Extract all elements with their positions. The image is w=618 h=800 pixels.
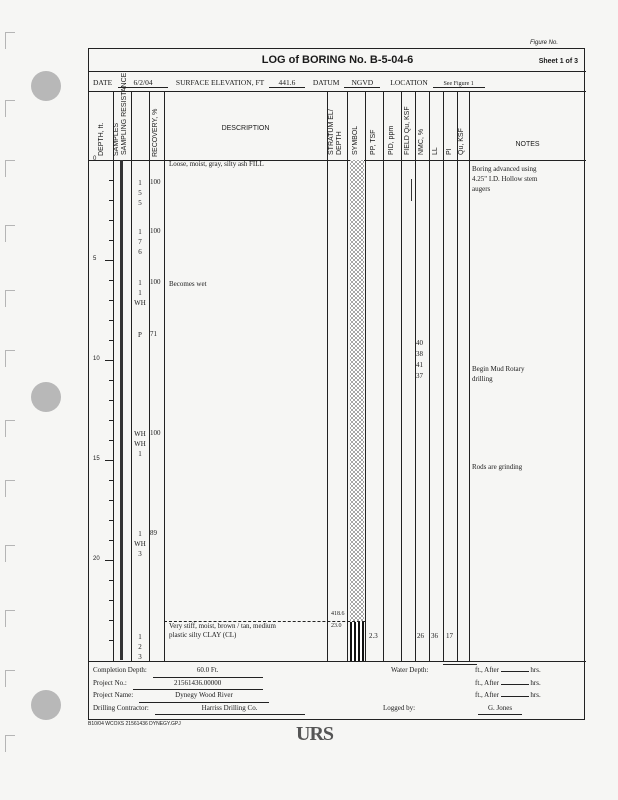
blow-count: WH <box>134 430 146 438</box>
sample-blows <box>131 227 149 257</box>
stratum-header: STRATUM EL/ DEPTH <box>328 109 343 155</box>
header-info-row <box>93 78 485 88</box>
blow-count: P <box>138 331 142 339</box>
sampling-resistance-header: SAMPLING RESISTANCE <box>121 72 128 155</box>
edge-mark <box>5 290 15 307</box>
blow-count: 6 <box>138 248 142 256</box>
fill-symbol-hatch <box>350 160 364 621</box>
depth-tick <box>109 180 113 181</box>
depth-tick <box>109 480 113 481</box>
depth-tick <box>105 560 113 561</box>
location-value: See Figure 1 <box>433 81 485 88</box>
depth-tick <box>109 600 113 601</box>
recovery-header: RECOVERY, % <box>152 108 159 157</box>
urs-logo: URS <box>296 723 334 745</box>
depth-tick <box>109 240 113 241</box>
description-clay-2: plastic silty CLAY (CL) <box>169 631 237 639</box>
sheet-number: Sheet 1 of 3 <box>538 58 578 65</box>
nmc-value: 37 <box>416 372 423 380</box>
pp-value: 2.3 <box>369 632 378 640</box>
description-wet: Becomes wet <box>169 280 207 288</box>
boring-log-sheet <box>88 48 585 720</box>
pid-header: PID, ppm <box>388 125 395 155</box>
hrs-label: hrs. <box>530 691 541 699</box>
blow-count: 1 <box>138 530 142 538</box>
depth-tick <box>109 500 113 501</box>
field-qu-header: FIELD Qu, KSF <box>404 106 411 155</box>
binder-hole <box>31 690 61 720</box>
edge-mark <box>5 545 15 562</box>
note-line: drilling <box>472 375 493 383</box>
edge-mark <box>5 100 15 117</box>
ll-header: LL <box>432 147 439 155</box>
note-line: 4.25" I.D. Hollow stem <box>472 175 538 183</box>
contractor-label: Drilling Contractor: <box>93 703 149 712</box>
pi-header: PI <box>446 148 453 155</box>
project-name-label: Project Name: <box>93 691 134 699</box>
depth-tick-label: 15 <box>93 456 100 462</box>
depth-tick <box>109 540 113 541</box>
binder-hole <box>31 382 61 412</box>
stratum-boundary <box>164 621 365 622</box>
depth-tick-label: 5 <box>93 256 97 262</box>
contractor: Harriss Drilling Co. <box>155 702 305 716</box>
project-no: 21561436.00000 <box>133 677 263 691</box>
date-value: 6/2/04 <box>118 78 168 88</box>
depth-tick <box>109 420 113 421</box>
description-clay-1: Very stiff, moist, brown / tan, medium <box>169 622 276 630</box>
figure-no: Figure No. <box>530 40 559 46</box>
pp-header: PP, TSF <box>370 129 377 155</box>
after-ft-label: ft., After <box>475 666 499 674</box>
recovery-value: 89 <box>150 529 157 537</box>
edge-mark <box>5 735 15 752</box>
recovery-value: 100 <box>150 227 161 235</box>
description-header: DESCRIPTION <box>221 125 270 132</box>
depth-tick <box>109 640 113 641</box>
qu-header: Qu, KSF <box>458 128 465 155</box>
project-name: Dynegy Wood River <box>139 689 269 703</box>
blow-count: 1 <box>138 279 142 287</box>
note-mud-rotary <box>472 364 525 384</box>
depth-tick <box>109 200 113 201</box>
notes-header: NOTES <box>515 141 540 148</box>
sample-blows <box>131 330 149 340</box>
blow-count: WH <box>134 299 146 307</box>
blow-count: 5 <box>138 199 142 207</box>
sample-blows <box>131 529 149 559</box>
hrs-label: hrs. <box>530 678 541 687</box>
sample-blows <box>131 178 149 208</box>
blow-count: 1 <box>138 633 142 641</box>
after-ft-label: ft., After <box>475 678 499 687</box>
symbol-header: SYMBOL <box>352 125 359 155</box>
depth-tick-label: 10 <box>93 356 100 362</box>
edge-mark <box>5 160 15 177</box>
blow-count: WH <box>134 540 146 548</box>
recovery-value: 71 <box>150 330 157 338</box>
water-depth-label: Water Depth: <box>391 666 429 674</box>
depth-tick <box>109 300 113 301</box>
elevation-value: 441.6 <box>269 78 305 88</box>
edge-mark <box>5 610 15 627</box>
depth-header: DEPTH, ft. <box>98 122 105 156</box>
recovery-value: 100 <box>150 278 161 286</box>
depth-tick <box>109 620 113 621</box>
nmc-value: 41 <box>416 361 423 369</box>
depth-tick <box>109 520 113 521</box>
blow-count: 1 <box>138 228 142 236</box>
samples-header: SAMPLES <box>113 122 120 156</box>
project-no-label: Project No.: <box>93 678 127 687</box>
recovery-value: 100 <box>150 429 161 437</box>
depth-tick <box>109 440 113 441</box>
nmc-header: NMC, % <box>418 128 425 155</box>
nmc-values <box>416 338 423 382</box>
datum-value: NGVD <box>344 78 380 88</box>
edge-mark <box>5 420 15 437</box>
stratum-depth: 23.0 <box>331 623 342 629</box>
datum-label: DATUM <box>312 78 340 87</box>
field-qu-mark <box>411 179 412 201</box>
blow-count: 1 <box>138 289 142 297</box>
date-label: DATE <box>93 78 113 87</box>
blow-count: 5 <box>138 189 142 197</box>
note-line: augers <box>472 185 491 193</box>
note-line: Begin Mud Rotary <box>472 365 525 373</box>
sample-blows <box>131 278 149 308</box>
ll-value: 36 <box>431 632 438 640</box>
depth-tick <box>109 320 113 321</box>
edge-mark <box>5 32 15 49</box>
depth-tick <box>105 460 113 461</box>
water-after-lines <box>475 664 541 702</box>
file-code: B10/04 WCOXS 21561436 DYNEGY.GPJ <box>88 721 181 727</box>
depth-tick <box>109 280 113 281</box>
description-fill: Loose, moist, gray, silty ash FILL <box>169 160 264 168</box>
logged-label: Logged by: <box>383 703 416 712</box>
nmc-value: 40 <box>416 339 423 347</box>
log-title: LOG of BORING No. B-5-04-6 <box>261 54 414 66</box>
completion-depth: 60.0 Ft. <box>153 664 263 678</box>
blow-count: 1 <box>138 450 142 458</box>
blow-count: WH <box>134 440 146 448</box>
depth-tick <box>109 380 113 381</box>
depth-tick-label: 0 <box>93 156 97 162</box>
after-ft-label: ft., After <box>475 691 499 699</box>
depth-tick <box>109 400 113 401</box>
blow-count: 1 <box>138 179 142 187</box>
edge-mark <box>5 670 15 687</box>
completion-label: Completion Depth: <box>93 666 147 674</box>
nmc-lab-value: 26 <box>417 632 424 640</box>
depth-tick <box>109 340 113 341</box>
hrs-label: hrs. <box>530 666 541 674</box>
blow-count: 3 <box>138 653 142 661</box>
elevation-label: SURFACE ELEVATION, FT <box>175 78 265 87</box>
blow-count: 3 <box>138 550 142 558</box>
clay-symbol-hatch <box>350 622 364 661</box>
edge-mark <box>5 225 15 242</box>
recovery-value: 100 <box>150 178 161 186</box>
binder-hole <box>31 71 61 101</box>
edge-mark <box>5 350 15 367</box>
sample-blows <box>131 429 149 459</box>
depth-tick <box>105 360 113 361</box>
blow-count: 7 <box>138 238 142 246</box>
sample-blows <box>131 632 149 662</box>
note-line: Boring advanced using <box>472 165 537 173</box>
stratum-elevation: 418.6 <box>331 611 345 617</box>
logged-by: G. Jones <box>478 702 522 716</box>
nmc-value: 38 <box>416 350 423 358</box>
depth-tick <box>105 260 113 261</box>
sampler-bar <box>120 160 123 660</box>
edge-mark <box>5 480 15 497</box>
depth-tick <box>109 580 113 581</box>
pi-value: 17 <box>446 632 453 640</box>
depth-tick-label: 20 <box>93 556 100 562</box>
note-auger <box>472 164 537 194</box>
depth-tick <box>105 160 113 161</box>
location-label: LOCATION <box>390 78 428 87</box>
depth-tick <box>109 220 113 221</box>
blow-count: 2 <box>138 643 142 651</box>
note-rods-grinding: Rods are grinding <box>472 463 523 471</box>
